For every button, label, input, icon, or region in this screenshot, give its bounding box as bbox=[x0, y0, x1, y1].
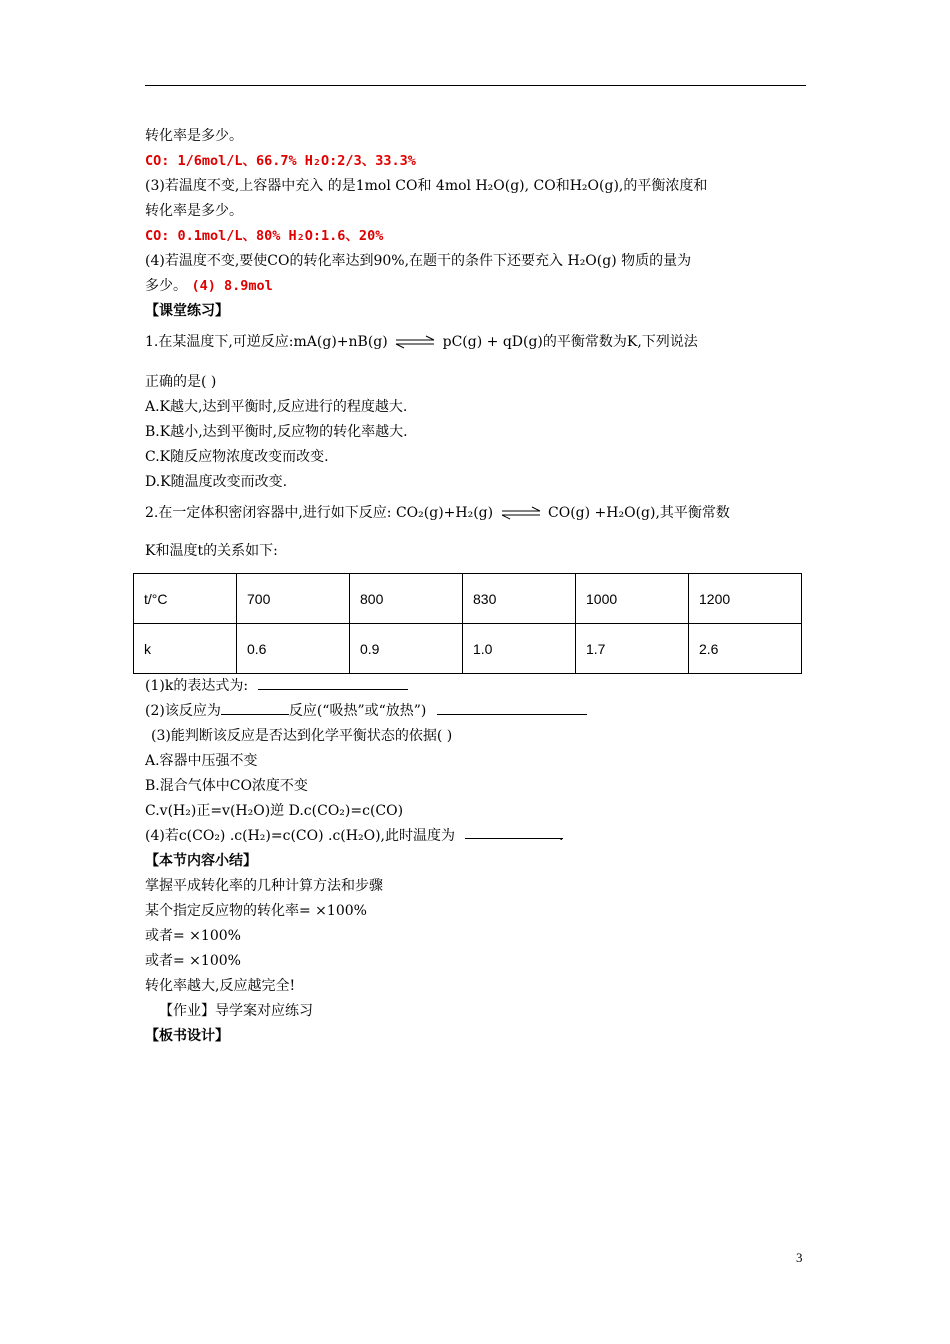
text-span: 多少。 bbox=[145, 278, 187, 294]
answer-line: CO: 0.1mol/L、80% H₂O:1.6、20% bbox=[145, 228, 384, 244]
table-cell: 0.6 bbox=[237, 624, 350, 674]
table-cell: 800 bbox=[350, 574, 463, 624]
table-row bbox=[134, 624, 802, 674]
document-body-top bbox=[145, 124, 807, 564]
text-line: 【作业】导学案对应练习 bbox=[159, 1003, 313, 1019]
text-line: K和温度t的关系如下: bbox=[145, 543, 278, 559]
answer-line: CO: 1/6mol/L、66.7% H₂O:2/3、33.3% bbox=[145, 153, 416, 169]
page-number: 3 bbox=[796, 1250, 803, 1265]
section-heading: 【本节内容小结】 bbox=[145, 853, 257, 869]
text-line: (4)若温度不变,要使CO的转化率达到90%,在题干的条件下还要充入 H₂O(g) 物质的量为 bbox=[145, 253, 692, 269]
text-line bbox=[145, 674, 807, 699]
section-heading: 【课堂练习】 bbox=[145, 303, 229, 319]
question-1 bbox=[145, 324, 807, 360]
option-b: B.混合气体中CO浓度不变 bbox=[145, 778, 308, 794]
table-cell: 1.0 bbox=[463, 624, 576, 674]
table-cell: 1.7 bbox=[576, 624, 689, 674]
table-cell: 1000 bbox=[576, 574, 689, 624]
text-line: (3)若温度不变,上容器中充入 的是1mol CO和 4mol H₂O(g), CO和H₂O(g),的平衡浓度和 bbox=[145, 178, 708, 194]
option-c: C.K随反应物浓度改变而改变. bbox=[145, 449, 329, 465]
table-cell: k bbox=[134, 624, 237, 674]
text-line: 正确的是( ) bbox=[145, 374, 217, 390]
table-cell: 1200 bbox=[689, 574, 802, 624]
text-line bbox=[145, 274, 807, 299]
header-rule bbox=[145, 85, 806, 86]
table-cell: t/°C bbox=[134, 574, 237, 624]
equilibrium-constant-table bbox=[133, 573, 802, 674]
question-text: 1.在某温度下,可逆反应:mA(g)+nB(g) bbox=[145, 334, 388, 350]
text-line: (3)能判断该反应是否达到化学平衡状态的依据( ) bbox=[151, 728, 453, 744]
question-text: pC(g) + qD(g)的平衡常数为K,下列说法 bbox=[442, 334, 698, 350]
option-a: A.K越大,达到平衡时,反应进行的程度越大. bbox=[145, 399, 408, 415]
answer-span: (4) 8.9mol bbox=[191, 278, 273, 294]
answer-blank bbox=[437, 700, 587, 715]
question-text: (4)若c(CO₂) .c(H₂)=c(CO) .c(H₂O),此时温度为 bbox=[145, 828, 455, 844]
text-line: 或者= ×100% bbox=[145, 928, 241, 944]
question-2 bbox=[145, 495, 807, 531]
table-cell: 830 bbox=[463, 574, 576, 624]
text-line: 某个指定反应物的转化率= ×100% bbox=[145, 903, 367, 919]
document-body-bottom bbox=[145, 674, 807, 1049]
option-b: B.K越小,达到平衡时,反应物的转化率越大. bbox=[145, 424, 408, 440]
answer-blank bbox=[221, 700, 289, 715]
text-line: 转化率越大,反应越完全! bbox=[145, 978, 296, 994]
text-line: 转化率是多少。 bbox=[145, 203, 243, 219]
text-line bbox=[145, 699, 807, 724]
text-line: 或者= ×100% bbox=[145, 953, 241, 969]
table-cell: 2.6 bbox=[689, 624, 802, 674]
equilibrium-arrow-icon bbox=[500, 506, 542, 520]
answer-blank: . bbox=[465, 824, 563, 839]
equilibrium-arrow-icon bbox=[394, 335, 436, 349]
text-line bbox=[145, 824, 807, 849]
question-text: 2.在一定体积密闭容器中,进行如下反应: CO₂(g)+H₂(g) bbox=[145, 505, 494, 521]
option-d: D.K随温度改变而改变. bbox=[145, 474, 288, 490]
table-cell: 0.9 bbox=[350, 624, 463, 674]
question-text: CO(g) +H₂O(g),其平衡常数 bbox=[548, 505, 730, 521]
table-row bbox=[134, 574, 802, 624]
answer-blank bbox=[258, 675, 408, 690]
text-line: 掌握平成转化率的几种计算方法和步骤 bbox=[145, 878, 383, 894]
question-text: (2)该反应为 bbox=[145, 703, 221, 719]
table-cell: 700 bbox=[237, 574, 350, 624]
section-heading: 【板书设计】 bbox=[145, 1028, 229, 1044]
option-c-d: C.v(H₂)正=v(H₂O)逆 D.c(CO₂)=c(CO) bbox=[145, 803, 404, 819]
question-text: 反应(“吸热”或“放热”) bbox=[288, 703, 427, 719]
text-line: 转化率是多少。 bbox=[145, 128, 243, 144]
question-text: (1)k的表达式为: bbox=[145, 678, 249, 694]
option-a: A.容器中压强不变 bbox=[145, 753, 258, 769]
